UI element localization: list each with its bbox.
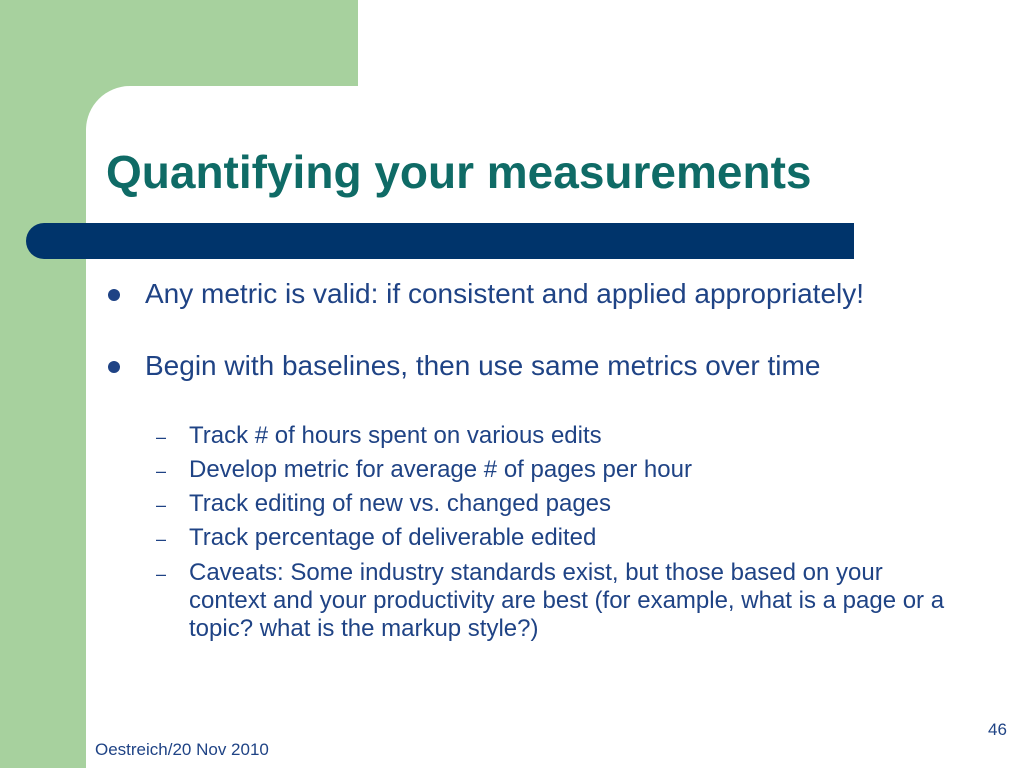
slide-title: Quantifying your measurements — [106, 146, 812, 198]
dash-marker-icon: – — [156, 427, 167, 447]
bullet-dot-icon — [108, 289, 120, 301]
bullet-dot-icon — [108, 361, 120, 373]
sub-bullet-item: Track percentage of deliverable edited — [189, 524, 597, 551]
sub-bullet-item: Caveats: Some industry standards exist, but those based on your context and your productivity are best (for example, what is a page or a topic? what is the markup style?) — [189, 559, 945, 642]
sub-bullet-item: Develop metric for average # of pages per hour — [189, 456, 692, 483]
page-number: 46 — [988, 720, 1007, 739]
dash-marker-icon: – — [156, 564, 167, 584]
bullet-item: Begin with baselines, then use same metrics over time — [145, 350, 821, 381]
dash-marker-icon: – — [156, 529, 167, 549]
bullet-item: Any metric is valid: if consistent and applied appropriately! — [145, 278, 865, 309]
sub-bullet-item: Track editing of new vs. changed pages — [189, 490, 612, 517]
dash-marker-icon: – — [156, 461, 167, 481]
dash-marker-icon: – — [156, 495, 167, 515]
sub-bullet-item: Track # of hours spent on various edits — [189, 422, 602, 449]
footer-author-date: Oestreich/20 Nov 2010 — [95, 740, 269, 759]
